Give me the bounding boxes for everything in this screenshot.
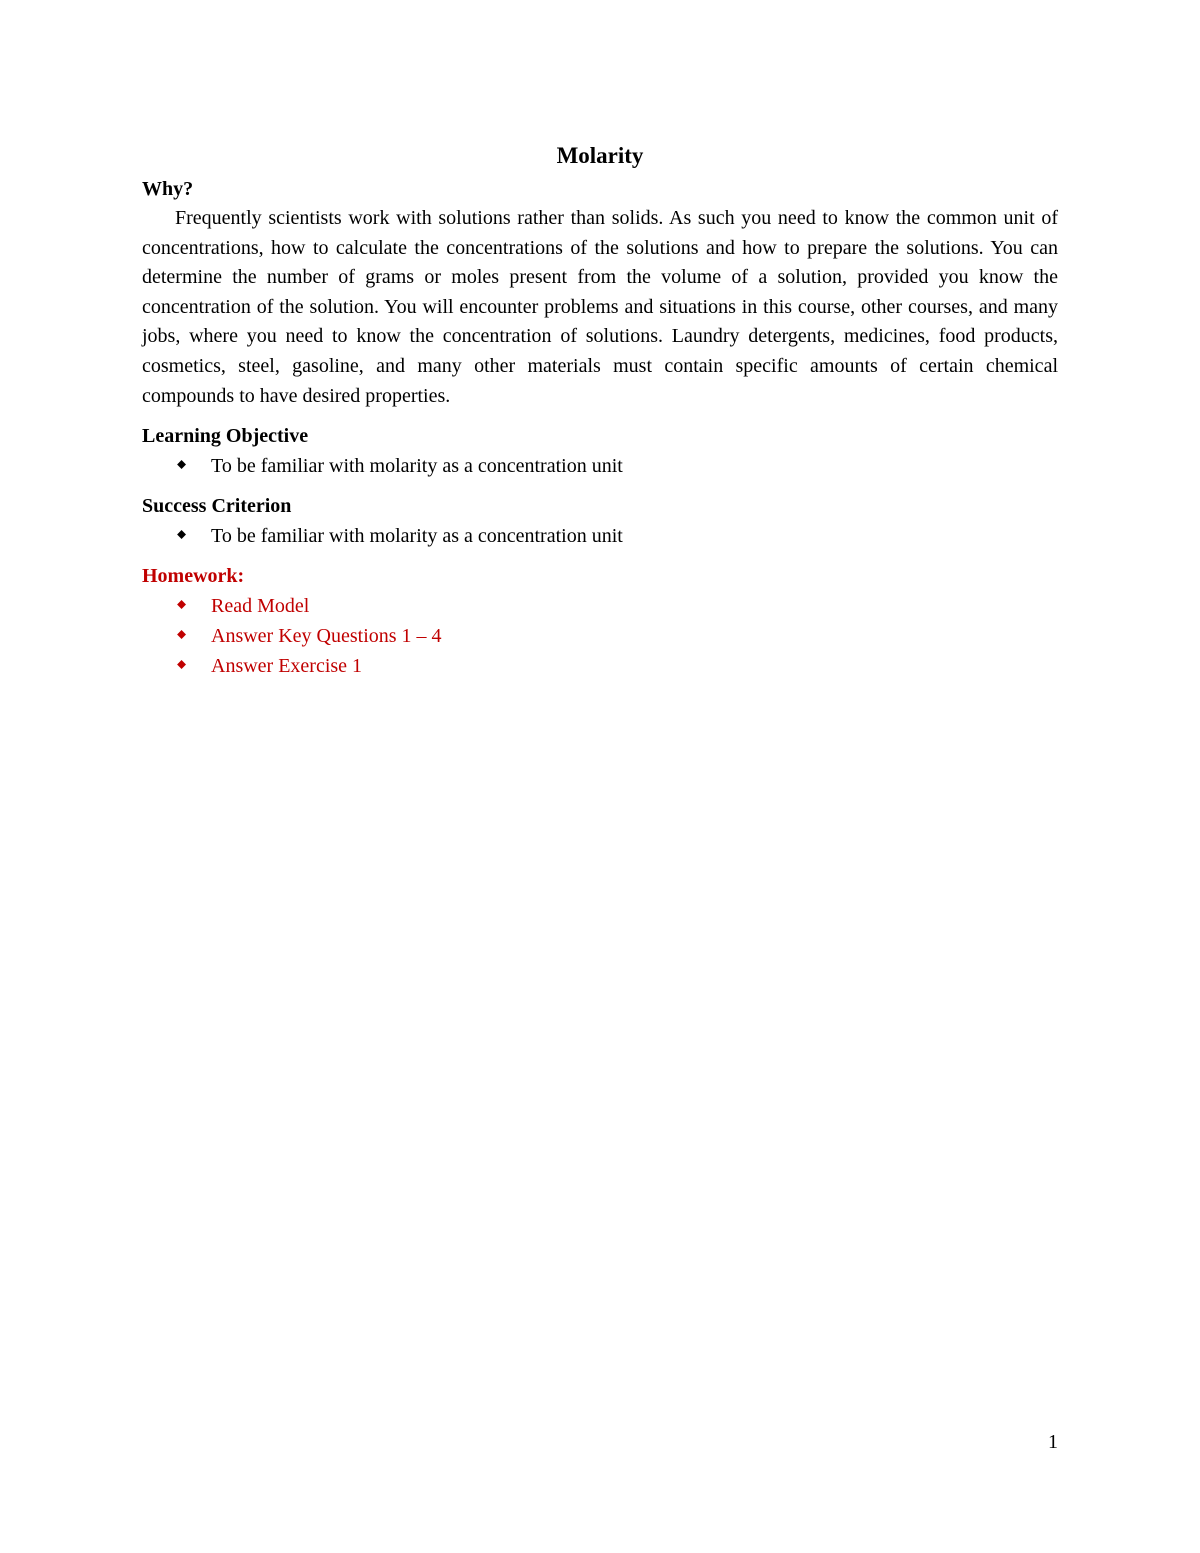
success-criterion-list [142,521,1058,551]
page-title: Molarity [556,143,644,168]
bullet-icon: ⬥ [177,456,187,472]
list-item [142,591,1058,621]
page-number: 1 [1048,1431,1058,1453]
bullet-icon: ⬥ [177,656,187,672]
bullet-icon: ⬥ [177,526,187,542]
learning-objective-list [142,451,1058,481]
page-content [142,138,1058,681]
learning-objective-heading: Learning Objective [142,425,309,448]
list-item-text: To be familiar with molarity as a concentration unit [211,525,623,548]
list-item-text: Read Model [211,595,310,618]
list-item [142,621,1058,651]
list-item-text: Answer Key Questions 1 – 4 [211,625,442,648]
success-criterion-heading: Success Criterion [142,495,292,518]
why-section [142,174,1058,411]
list-item [142,451,1058,481]
why-heading: Why? [142,178,194,200]
list-item [142,651,1058,681]
homework-list [142,591,1058,681]
list-item-text: To be familiar with molarity as a concentration unit [211,455,623,478]
list-item-text: Answer Exercise 1 [211,655,363,678]
success-criterion-section [142,491,1058,551]
learning-objective-section [142,421,1058,481]
bullet-icon: ⬥ [177,596,187,612]
list-item [142,521,1058,551]
homework-section [142,561,1058,681]
homework-heading: Homework: [142,565,245,588]
bullet-icon: ⬥ [177,626,187,642]
why-paragraph: Frequently scientists work with solutions rather than solids. As such you need to know the common unit of concentrations, how to calculate the concentrations of the solutions and how to prepare the solutions. You can determine the number of grams or moles present from the volume of a solution, provided you know the concentration of the solution. You will encounter problems and situations in this course, other courses, and many jobs, where you need to know the concentration of solutions. Laundry detergents, medicines, food products, cosmetics, steel, gasoline, and many other materials must contain specific amounts of certain chemical compounds to have desired properties. [142,207,1058,407]
